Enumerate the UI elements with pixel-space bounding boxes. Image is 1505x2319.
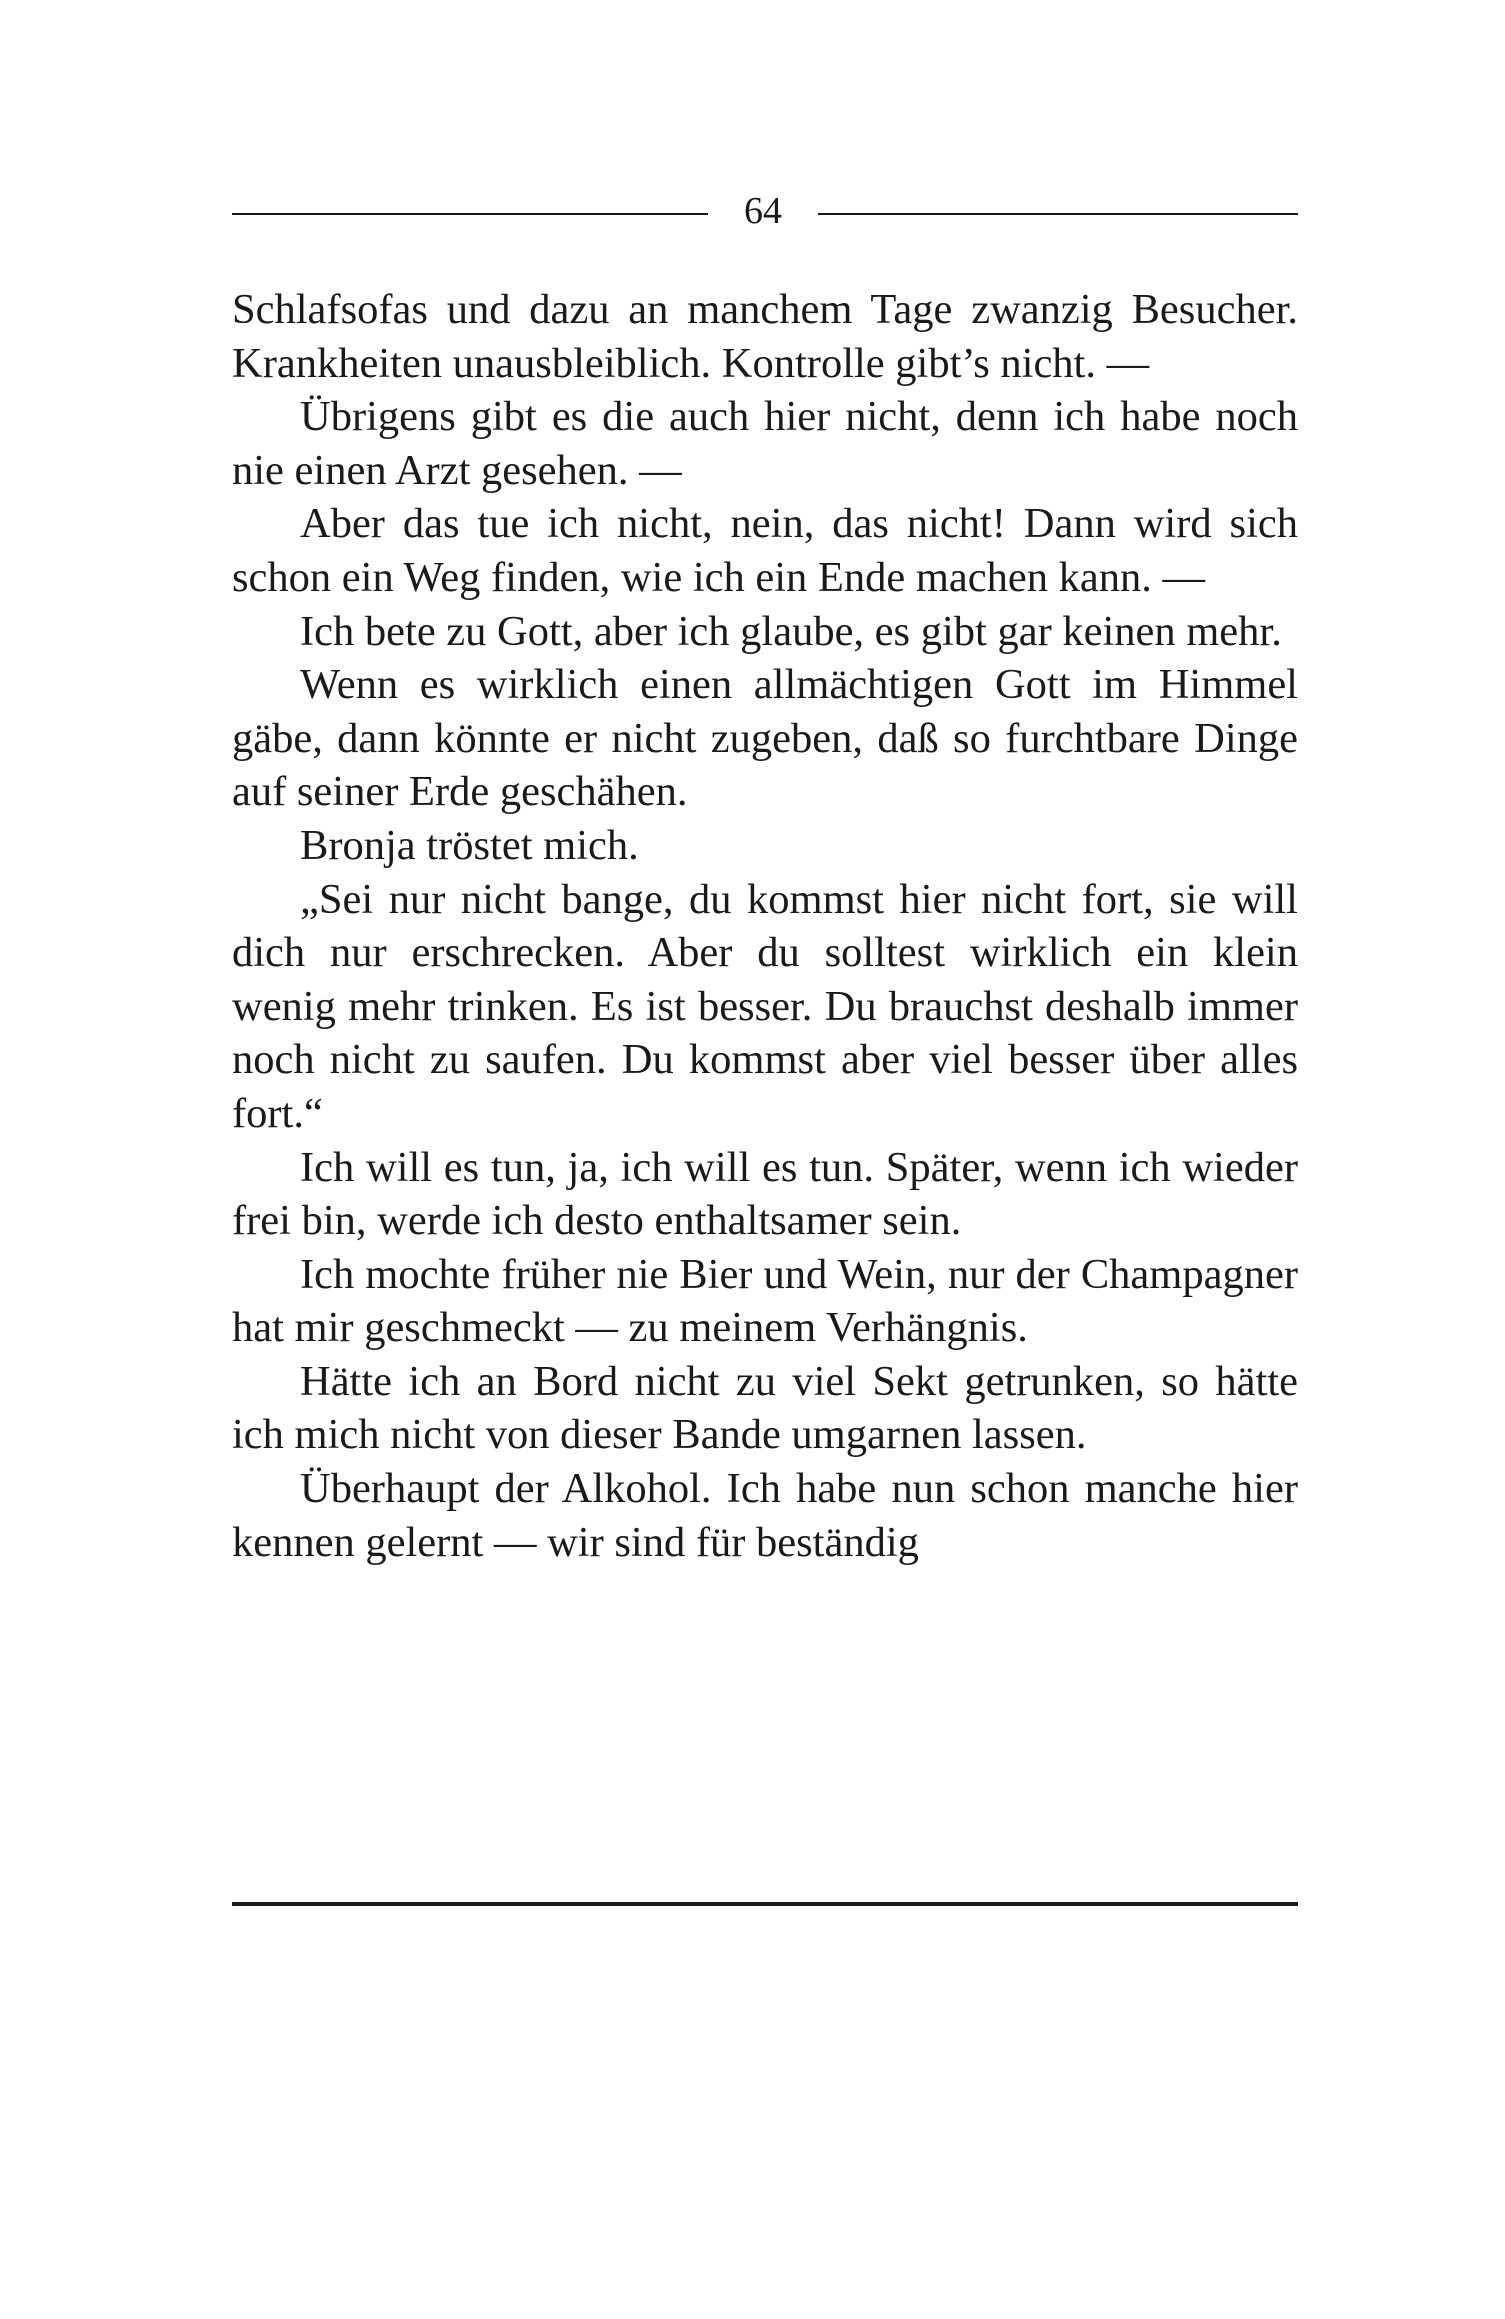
page-header: [232, 186, 1298, 236]
paragraph-9: Ich mochte früher nie Bier und Wein, nur der Champagner hat mir geschmeckt — zu meinem Verhängnis.: [232, 1250, 1298, 1352]
paragraph-7: „Sei nur nicht bange, du kommst hier nicht fort, sie will dich nur erschrecken. Aber du solltest wirklich ein klein wenig mehr trinken. Es ist besser. Du brauchst deshalb immer noch nicht zu saufen. Du kommst aber viel besser über alles fort.“: [232, 875, 1298, 1137]
paragraph-2: Übrigens gibt es die auch hier nicht, denn ich habe noch nie einen Arzt gesehen. —: [232, 393, 1298, 494]
paragraph-8: Ich will es tun, ja, ich will es tun. Später, wenn ich wieder frei bin, werde ich desto enthaltsamer sein.: [232, 1143, 1298, 1245]
header-rule-right: [818, 213, 1298, 215]
header-rule-left: [232, 213, 708, 215]
paragraph-4: Ich bete zu Gott, aber ich glaube, es gibt gar keinen mehr.: [300, 607, 1282, 655]
paragraph-11: Überhaupt der Alkohol. Ich habe nun schon manche hier kennen gelernt — wir sind für beständig: [232, 1465, 1298, 1566]
footer-rule: [232, 1902, 1298, 1906]
body-text: [232, 283, 1298, 1569]
paragraph-1: Schlafsofas und dazu an manchem Tage zwanzig Besucher. Krankheiten unausbleiblich. Kontrolle gibt’s nicht. —: [232, 286, 1298, 387]
page-number: 64: [744, 190, 782, 232]
paragraph-3: Aber das tue ich nicht, nein, das nicht! Dann wird sich schon ein Weg finden, wie ich ein Ende machen kann. —: [232, 500, 1298, 601]
paragraph-5: Wenn es wirklich einen allmächtigen Gott im Himmel gäbe, dann könnte er nicht zugeben, daß so furchtbare Dinge auf seiner Erde geschähen.: [232, 661, 1298, 816]
paragraph-6: Bronja tröstet mich.: [300, 821, 639, 869]
paragraph-10: Hätte ich an Bord nicht zu viel Sekt getrunken, so hätte ich mich nicht von dieser Bande umgarnen lassen.: [232, 1357, 1298, 1459]
